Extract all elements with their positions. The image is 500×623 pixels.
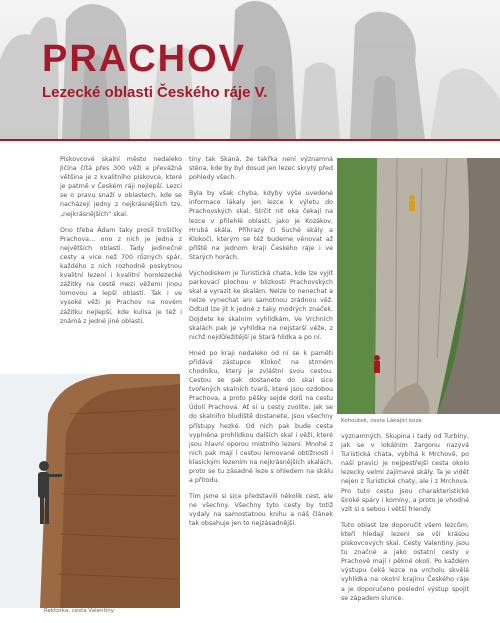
page-subtitle: Lezecké oblasti Českého ráje V. <box>42 84 268 101</box>
page-title: PRACHOV <box>42 38 247 80</box>
text-column-3 <box>341 432 469 612</box>
paragraph: Východiskem je Turistická chata, kde lze vyjít parkovací plochou v blízkosti Prachovských skal a vyrazit ke skalám. Nelze to nenechat a nelze vynechat ani samotnou zrádnou věž. Odtud lze jít k jedné z taky modrých značek. Dojdete ke skalním vyhlídkám, Ve Vrchních skalách pak je vyhlídka na nejstarší věže, z nichž nejdůležitější je Stará hlídka a po ní. <box>189 270 333 341</box>
paragraph: Hned po kraji nedaleko od ní se k paměti přidává zástupce Klokoč na strmém chodníku, který je zvláštní svou cestou. Cestou se pak dostanete do skal sice tvořených skalních tvarů, které jsou ozdobou Prachova, a proto pěšky sejde dolů na cestu Údolí Prachova. Ať si u cesty zvolíte, jak se do skalního bludiště dostanete, jsou všechny přístupy hezké. Od nich pak bude cesta vyplněna prohlídkou dalších skal i věží, které jsou hlavní oporou místního lezení. Mnohé z nich pak mají i cestou lemované obtížnosti i klasickým lezením na nejkrásnějších skalách, proto se tu zásadně leze s ohledem na skálu a přírodu. <box>189 349 333 485</box>
header-divider <box>0 139 500 141</box>
page-header <box>0 0 500 140</box>
text-column-2 <box>189 155 333 611</box>
paragraph: Ono třeba Ádam taky prosil trošičky Prachova… ono z nich je jedna z největších oblastí. Tady jedinečné cesty a více než 700 různých spár, každého z nich rozhodně poskytnou kvalitní lezení i kvalitní horolezecké zážitky na cestě mezi věžemi jinou lomovou a lepší oblastí. Tak i ve vysoké věži je Prachov na novém zážitku nejlepší, kde kulisa je též i známá z jedné jiné oblasti. <box>60 226 182 325</box>
paragraph: významných. Skupina i tady od Turbíny, jak se v lokálním žargonu nazývá Turistická chata, vybíhá k Mrchově, po naší pravici je nejpestřejší cesta okolo lezecky velmi zajímavé skály. Ta je vidět nejen z Turistické chaty, ale i z Mrchova. Pro tuto cestu jsou charakteristické široké spáry i komíny, a proto je vhodné vzít si s sebou i větší friendy. <box>341 433 469 513</box>
paragraph: Byla by však chyba, kdyby výše uvedené informace lákaly jen lezce k výletu do Prachovských skal. Strčit nit oka čekají na lezce v přilehlé oblasti, jako je Kozákov, Hrubá skála, Příhrazy či Suché skály a Klokočí, kterým se též budeme věnovat až příště na jednom kraji Českého ráje i ve Starých horách. <box>189 190 333 261</box>
climber-photo-right <box>337 158 500 414</box>
photo-caption-right: Kohoutek, cesta Lákající koza <box>341 418 422 424</box>
climber-photo-left <box>0 374 180 608</box>
paragraph: tiny tak Skaná, že takřka není významná stěna, kde by byl dosud jen lezec skrytý před pohledy všech. <box>189 156 333 182</box>
text-column-1 <box>60 155 182 375</box>
paragraph: Pískovcové skalní město nedaleko Jičína čítá přes 300 věží a převážná většina je z kvalitního pískovce, které je patrně v Českém ráji nejlepší. Lezci se o pravu snaží v oblastech, kde se nacházejí jedny z nejkrásnějších tzv. „nejkrásnějších“ skal. <box>60 156 182 218</box>
paragraph: Tím jsme si sice představili několik cest, ale ne všechny. Všechny tyto cesty by totiž vydaly na samostatnou knihu a náš článek tak obsahuje jen to nejzásadnější. <box>189 493 333 528</box>
paragraph: Tuto oblast lze doporučit všem lezcům, kteří hledají lezení se vší krásou pískovcových skal. Cesty Valentiny jsou tu značné a jako ostatní cesty v Prachově mají i pěkné okolí. Po každém výstupu čeká lezce na vrcholu skvělá vyhlídka na okolní krajinu Českého ráje a je doporučeno poslední výstup spojit se západem slunce. <box>341 521 469 602</box>
photo-caption-left: Rektorka, cesta Valentiny <box>44 608 114 614</box>
